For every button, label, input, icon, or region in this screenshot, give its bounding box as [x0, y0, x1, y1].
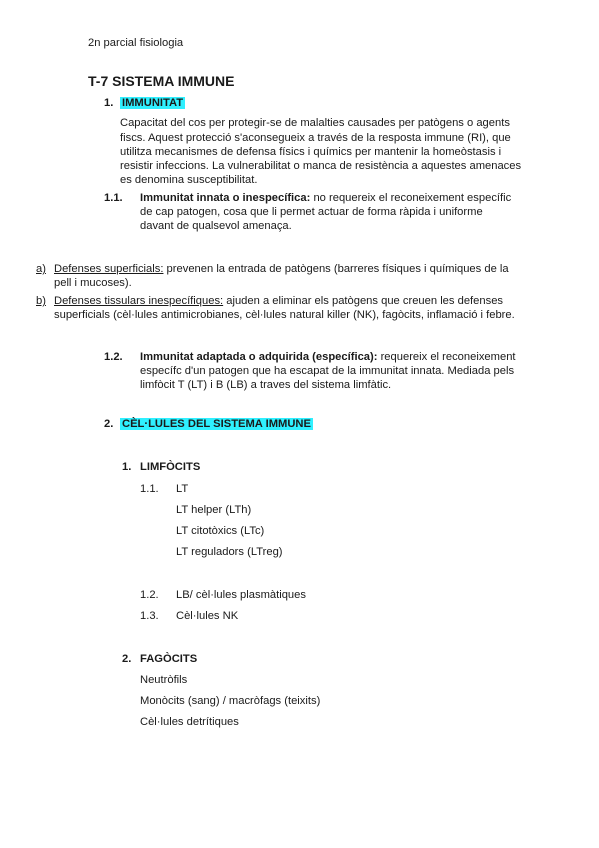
limf-1-3-number: 1.3. — [140, 610, 159, 622]
fag-number: 2. — [122, 653, 132, 665]
b-marker — [36, 294, 46, 309]
s12-bold: Immunitat adaptada o adquirida (específica): — [140, 351, 378, 363]
limf-1-2-number: 1.2. — [140, 589, 159, 601]
limf-1-3-label: Cèl·lules NK — [176, 610, 239, 622]
a-line-1 — [54, 262, 509, 277]
limf-1-1-label: LT — [176, 483, 189, 495]
lt-citotoxics: LT citotòxics (LTc) — [176, 525, 265, 537]
section-1-label: IMMUNITAT — [122, 97, 184, 109]
b-text-1: ajuden a eliminar els patògens que creuen les defenses — [223, 295, 504, 307]
s11-line-2: de cap patogen, cosa que li permet actuar de forma ràpida i uniforme — [140, 206, 483, 218]
b-line-1 — [54, 294, 503, 309]
s11-number: 1.1. — [104, 192, 123, 204]
b-term: Defenses tissulars inespecífiques: — [54, 295, 224, 307]
b-marker-text: b) — [36, 295, 46, 307]
b-line-2: superficials (cèl·lules antimicrobianes, cèl·lules natural killer (NK), fagòcits, inflamació i febre. — [54, 309, 515, 321]
fag-heading: FAGÒCITS — [140, 653, 198, 665]
limf-1-2-label: LB/ cèl·lules plasmàtiques — [176, 589, 306, 601]
a-marker — [36, 262, 46, 277]
limf-number: 1. — [122, 461, 132, 473]
lt-helper: LT helper (LTh) — [176, 504, 252, 516]
fag-item-monocits: Monòcits (sang) / macròfags (teixits) — [140, 695, 321, 707]
a-line-2: pell i mucoses). — [54, 277, 132, 289]
a-term: Defenses superficials: — [54, 263, 164, 275]
s11-text-1: no requereix el reconeixement específic — [310, 192, 512, 204]
s1-line-3: utilitza mecanismes de defensa físics i químics per mantenir la homeòstasis i — [120, 146, 502, 158]
s1-line-4: resistir infeccions. La vulnerabilitat o manca de resistència a aquestes amenaces — [120, 160, 522, 172]
s12-text-1: requereix el reconeixement — [377, 351, 516, 363]
document-title: T-7 SISTEMA IMMUNE — [88, 73, 235, 89]
limf-heading: LIMFÒCITS — [140, 461, 201, 473]
s12-number: 1.2. — [104, 351, 123, 363]
limf-1-1-number: 1.1. — [140, 483, 159, 495]
page-header: 2n parcial fisiologia — [88, 37, 184, 49]
section-1-number: 1. — [104, 97, 114, 109]
s1-line-2: fiscs. Aquest protecció s'aconsegueix a través de la resposta immune (RI), que — [120, 132, 511, 144]
s1-line-5: es denomina susceptibilitat. — [120, 174, 258, 186]
s12-line-2: específc d'un patogen que ha escapat de la immunitat innata. Mediada pels — [140, 365, 515, 377]
section-2-heading — [120, 417, 313, 432]
s11-bold: Immunitat innata o inespecífica: — [140, 192, 311, 204]
s12-line-3: limfòcit T (LT) i B (LB) a traves del sistema limfàtic. — [140, 379, 392, 391]
a-text-1: prevenen la entrada de patògens (barreres físiques i químiques de la — [163, 263, 509, 275]
s12-line-1 — [140, 350, 516, 365]
fag-item-neutrofils: Neutròfils — [140, 674, 188, 686]
lt-reguladors: LT reguladors (LTreg) — [176, 546, 283, 558]
a-marker-text: a) — [36, 263, 46, 275]
section-2-number: 2. — [104, 418, 114, 430]
fag-item-detritiques: Cèl·lules detrítiques — [140, 716, 239, 728]
section-2-label: CÈL·LULES DEL SISTEMA IMMUNE — [122, 418, 311, 430]
section-1-heading — [120, 96, 185, 111]
s1-line-1: Capacitat del cos per protegir-se de malalties causades per patògens o agents — [120, 117, 510, 129]
s11-line-1 — [140, 191, 511, 206]
s11-line-3: davant de qualsevol amenaça. — [140, 220, 292, 232]
